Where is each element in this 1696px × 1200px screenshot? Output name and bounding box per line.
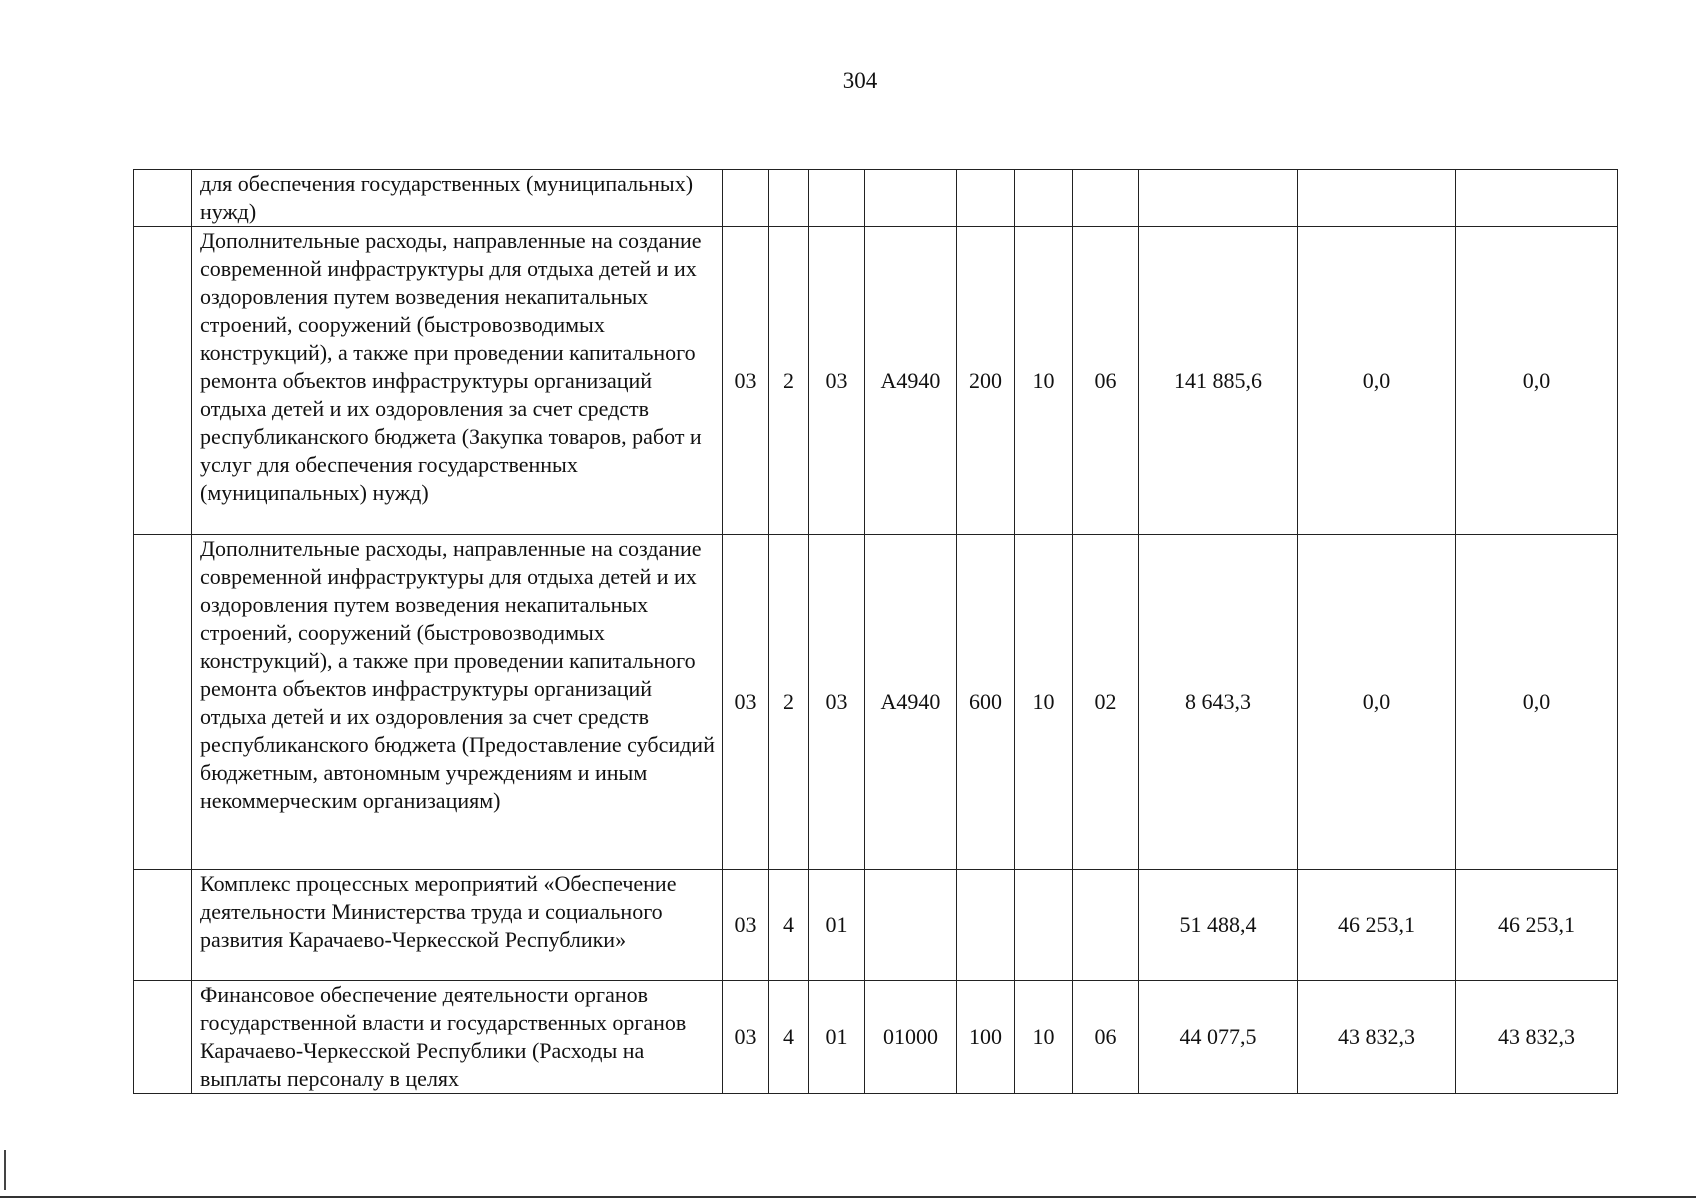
amount-year-3: 0,0 [1456,227,1618,535]
table-row [134,227,1618,535]
expense-type-code: 100 [957,981,1015,1094]
section-code: 10 [1015,981,1073,1094]
program-code: 03 [723,870,769,981]
row-index-cell [134,535,192,870]
section-code [1015,870,1073,981]
row-index-cell [134,227,192,535]
subsection-code: 06 [1073,227,1139,535]
section-code: 10 [1015,535,1073,870]
program-code [723,170,769,227]
row-index-cell [134,870,192,981]
expense-type-code [957,870,1015,981]
amount-year-3: 0,0 [1456,535,1618,870]
amount-year-3: 43 832,3 [1456,981,1618,1094]
subprogram-code [769,170,809,227]
subprogram-code: 2 [769,227,809,535]
table-row [134,981,1618,1094]
program-code: 03 [723,535,769,870]
amount-year-1 [1139,170,1298,227]
row-description: Дополнительные расходы, направленные на создание современной инфраструктуры для отдыха детей и их оздоровления путем возведения некапитальных строений, сооружений (быстровозводимых конструкций), а также при проведении капитального ремонта объектов инфраструктуры организаций отдыха детей и их оздоровления за счет средств республиканского бюджета (Закупка товаров, работ и услуг для обеспечения государственных (муниципальных) нужд) [192,227,723,535]
direction-code: А4940 [865,227,957,535]
table-row [134,535,1618,870]
event-code: 03 [809,535,865,870]
direction-code: 01000 [865,981,957,1094]
expense-type-code [957,170,1015,227]
amount-year-2: 0,0 [1298,227,1456,535]
subsection-code: 06 [1073,981,1139,1094]
table-row [134,870,1618,981]
subsection-code: 02 [1073,535,1139,870]
scan-edge-mark [4,1150,6,1190]
amount-year-1: 51 488,4 [1139,870,1298,981]
amount-year-1: 8 643,3 [1139,535,1298,870]
amount-year-2 [1298,170,1456,227]
amount-year-2: 43 832,3 [1298,981,1456,1094]
subsection-code [1073,870,1139,981]
event-code [809,170,865,227]
budget-table [133,169,1618,1094]
row-description: Дополнительные расходы, направленные на создание современной инфраструктуры для отдыха детей и их оздоровления путем возведения некапитальных строений, сооружений (быстровозводимых конструкций), а также при проведении капитального ремонта объектов инфраструктуры организаций отдыха детей и их оздоровления за счет средств республиканского бюджета (Предоставление субсидий бюджетным, автономным учреждениям и иным некоммерческим организациям) [192,535,723,870]
row-description: для обеспечения государственных (муниципальных) нужд) [192,170,723,227]
amount-year-2: 46 253,1 [1298,870,1456,981]
direction-code: А4940 [865,535,957,870]
page-bottom-rule [0,1196,1696,1198]
section-code [1015,170,1073,227]
subprogram-code: 4 [769,870,809,981]
subprogram-code: 4 [769,981,809,1094]
event-code: 01 [809,981,865,1094]
event-code: 01 [809,870,865,981]
table-row [134,170,1618,227]
row-description: Комплекс процессных мероприятий «Обеспечение деятельности Министерства труда и социального развития Карачаево-Черкесской Республики» [192,870,723,981]
amount-year-1: 44 077,5 [1139,981,1298,1094]
row-index-cell [134,981,192,1094]
amount-year-2: 0,0 [1298,535,1456,870]
amount-year-1: 141 885,6 [1139,227,1298,535]
direction-code [865,870,957,981]
row-description: Финансовое обеспечение деятельности органов государственной власти и государственных органов Карачаево-Черкесской Республики (Расходы на выплаты персоналу в целях [192,981,723,1094]
section-code: 10 [1015,227,1073,535]
direction-code [865,170,957,227]
expense-type-code: 600 [957,535,1015,870]
amount-year-3: 46 253,1 [1456,870,1618,981]
page-number: 304 [842,68,878,93]
event-code: 03 [809,227,865,535]
subprogram-code: 2 [769,535,809,870]
amount-year-3 [1456,170,1618,227]
program-code: 03 [723,981,769,1094]
program-code: 03 [723,227,769,535]
subsection-code [1073,170,1139,227]
expense-type-code: 200 [957,227,1015,535]
row-index-cell [134,170,192,227]
